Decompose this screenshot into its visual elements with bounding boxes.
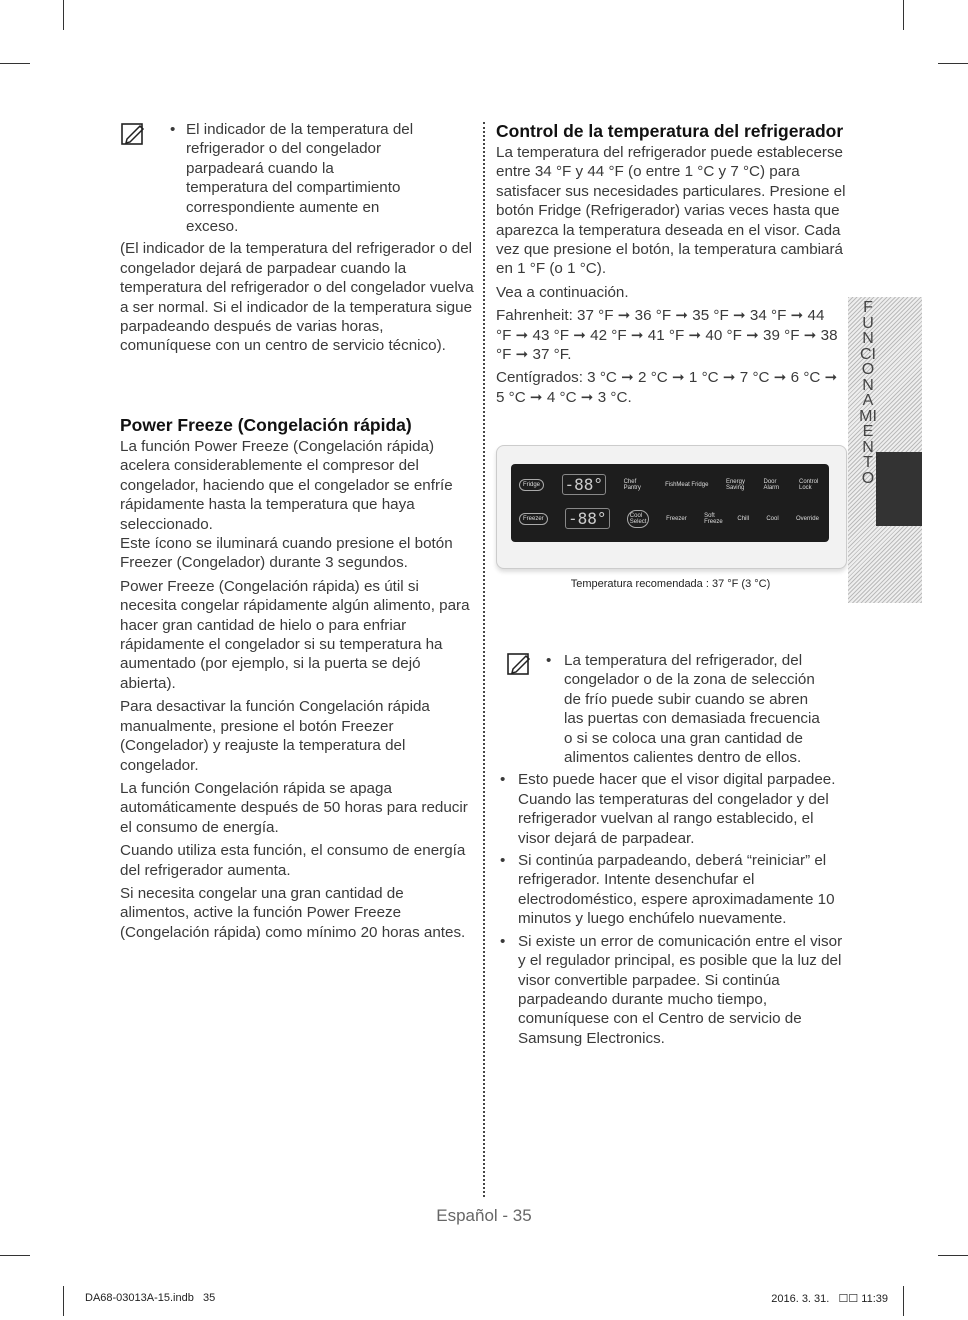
panel-label: Fridge xyxy=(519,479,544,491)
crop-mark xyxy=(63,0,64,30)
crop-mark xyxy=(0,63,30,64)
section-title: Control de la temperatura del refrigerador xyxy=(496,121,844,141)
panel-label: Energy Saving xyxy=(725,478,745,491)
image-caption: Temperatura recomendada : 37 °F (3 °C) xyxy=(570,578,771,590)
footer-file: DA68-03013A-15.indb 35 xyxy=(85,1292,216,1304)
panel-row-2 xyxy=(519,508,819,529)
footer-date: 2016. 3. 31. ☐☐ 11:39 xyxy=(771,1293,888,1305)
temperature-control-section xyxy=(496,120,848,411)
control-panel-illustration xyxy=(496,445,847,569)
list-item xyxy=(496,851,848,929)
control-panel-display xyxy=(511,464,829,542)
panel-label: Chill xyxy=(737,515,750,522)
panel-label: Freezer xyxy=(519,513,548,525)
paragraph: La función Power Freeze (Congelación rápida) acelera considerablemente el compresor del congelador, haciendo que el congelador se enfríe rápidamente hasta la temperatura que haya seleccionado. xyxy=(120,438,453,533)
paragraph: Este ícono se iluminará cuando presione el botón Freezer (Congelador) durante 3 segundos. xyxy=(120,535,453,572)
paragraph: Power Freeze (Congelación rápida) es útil si necesita congelar rápidamente algún alimento, para hacer gran cantidad de hielo o para enfriar rápidamente el congelador si su temperatura ha aumentado (por ejemplo, si la puerta se dejó abierta). xyxy=(120,577,470,692)
crop-mark xyxy=(0,1255,30,1256)
panel-row-1 xyxy=(519,474,819,495)
panel-label: Cool Select xyxy=(627,510,649,528)
column-divider xyxy=(483,122,485,1197)
power-freeze-section xyxy=(120,414,475,946)
crop-mark xyxy=(903,0,904,30)
panel-digits: -88° xyxy=(565,508,610,529)
panel-label: Control Lock xyxy=(799,478,819,491)
crop-mark xyxy=(938,63,968,64)
paragraph: La función Congelación rápida se apaga automáticamente después de 50 horas para reducir el consumo de energía. xyxy=(120,779,468,836)
panel-label: Soft Freeze xyxy=(704,512,723,525)
panel-label: Override xyxy=(795,515,819,522)
panel-label: Chef Pantry xyxy=(623,478,641,491)
footer-rule xyxy=(903,1286,904,1316)
right-notes xyxy=(496,651,848,1051)
page-number: Español - 35 xyxy=(436,1206,532,1225)
footer-rule xyxy=(63,1286,64,1316)
panel-digits: -88° xyxy=(562,474,607,495)
section-title: Power Freeze (Congelación rápida) xyxy=(120,415,412,435)
left-column xyxy=(120,120,475,360)
side-tab-marker xyxy=(876,452,922,526)
crop-mark xyxy=(938,1255,968,1256)
panel-label: FishMeat Fridge xyxy=(665,481,709,488)
note-bullet xyxy=(166,120,416,236)
panel-label: Cool xyxy=(766,515,779,522)
list-item-text: Esto puede hacer que el visor digital parpadee. Cuando las temperaturas del congelador y del refrigerador vuelvan al rango establecido, el visor dejará de parpadear. xyxy=(518,771,836,847)
note-bullet xyxy=(542,651,824,767)
list-item xyxy=(496,932,848,1048)
note-bullet-text: El indicador de la temperatura del refrigerador o del congelador parpadeará cuando la temperatura del compartimiento correspondiente aumente en exceso. xyxy=(186,121,414,236)
celsius-sequence: Centígrados: 3 °C ➞ 2 °C ➞ 1 °C ➞ 7 °C ➞ 6 °C ➞ 5 °C ➞ 4 °C ➞ 3 °C. xyxy=(496,369,838,406)
paragraph: La temperatura del refrigerador puede establecerse entre 34 °F y 44 °F (o entre 1 °C y 7 °C) para satisfacer sus necesidades particulares. Presione el botón Fridge (Refrigerador) varias veces hasta que aparezca la temperatura deseada en el visor. Cada vez que presione el botón, la temperatura cambiará en 1 °F (o 1 °C). xyxy=(496,144,846,278)
paragraph: Vea a continuación. xyxy=(496,283,629,301)
paragraph: Si necesita congelar una gran cantidad de alimentos, active la función Power Freeze (Congelación rápida) como mínimo 20 horas antes. xyxy=(120,884,466,941)
list-item xyxy=(496,770,848,848)
panel-label: Door Alarm xyxy=(763,478,780,491)
list-item-text: Si existe un error de comunicación entre el visor y el regulador principal, es posible que la luz del visor convertible parpadee. Si continúa parpadeando durante mucho tiempo, comuníquese con el Centro de servicio de Samsung Electronics. xyxy=(518,932,843,1047)
paragraph: Cuando utiliza esta función, el consumo de energía del refrigerador aumenta. xyxy=(120,842,466,879)
side-tab-label: FUNCIONAMIENTO xyxy=(859,299,877,487)
list-item-text: Si continúa parpadeando, deberá “reiniciar” el refrigerador. Intente desenchufar el electrodoméstico, espere aproximadamente 10 minutos y luego enchúfelo nuevamente. xyxy=(518,852,835,928)
panel-label: Freezer xyxy=(666,515,687,522)
note-paragraph: (El indicador de la temperatura del refrigerador o del congelador dejará de parpadear cuando la temperatura del refrigerador o del congelador vuelva a ser normal. Si el indicador de la temperatura sigue parpadeando después de varias horas, comuníquese con un centro de servicio técnico). xyxy=(120,240,474,355)
paragraph: Para desactivar la función Congelación rápida manualmente, presione el botón Freezer (Congelador) y reajuste la temperatura del congelador. xyxy=(120,698,430,774)
fahrenheit-sequence: Fahrenheit: 37 °F ➞ 36 °F ➞ 35 °F ➞ 34 °F ➞ 44 °F ➞ 43 °F ➞ 42 °F ➞ 41 °F ➞ 40 °F ➞ 39 °F ➞ 38 °F ➞ 37 °F. xyxy=(496,307,838,364)
note-bullet-text: La temperatura del refrigerador, del congelador o de la zona de selección de frío puede subir cuando se abren las puertas con demasiada frecuencia o si se coloca una gran cantidad de alimentos calientes dentro de ellos. xyxy=(564,652,820,767)
